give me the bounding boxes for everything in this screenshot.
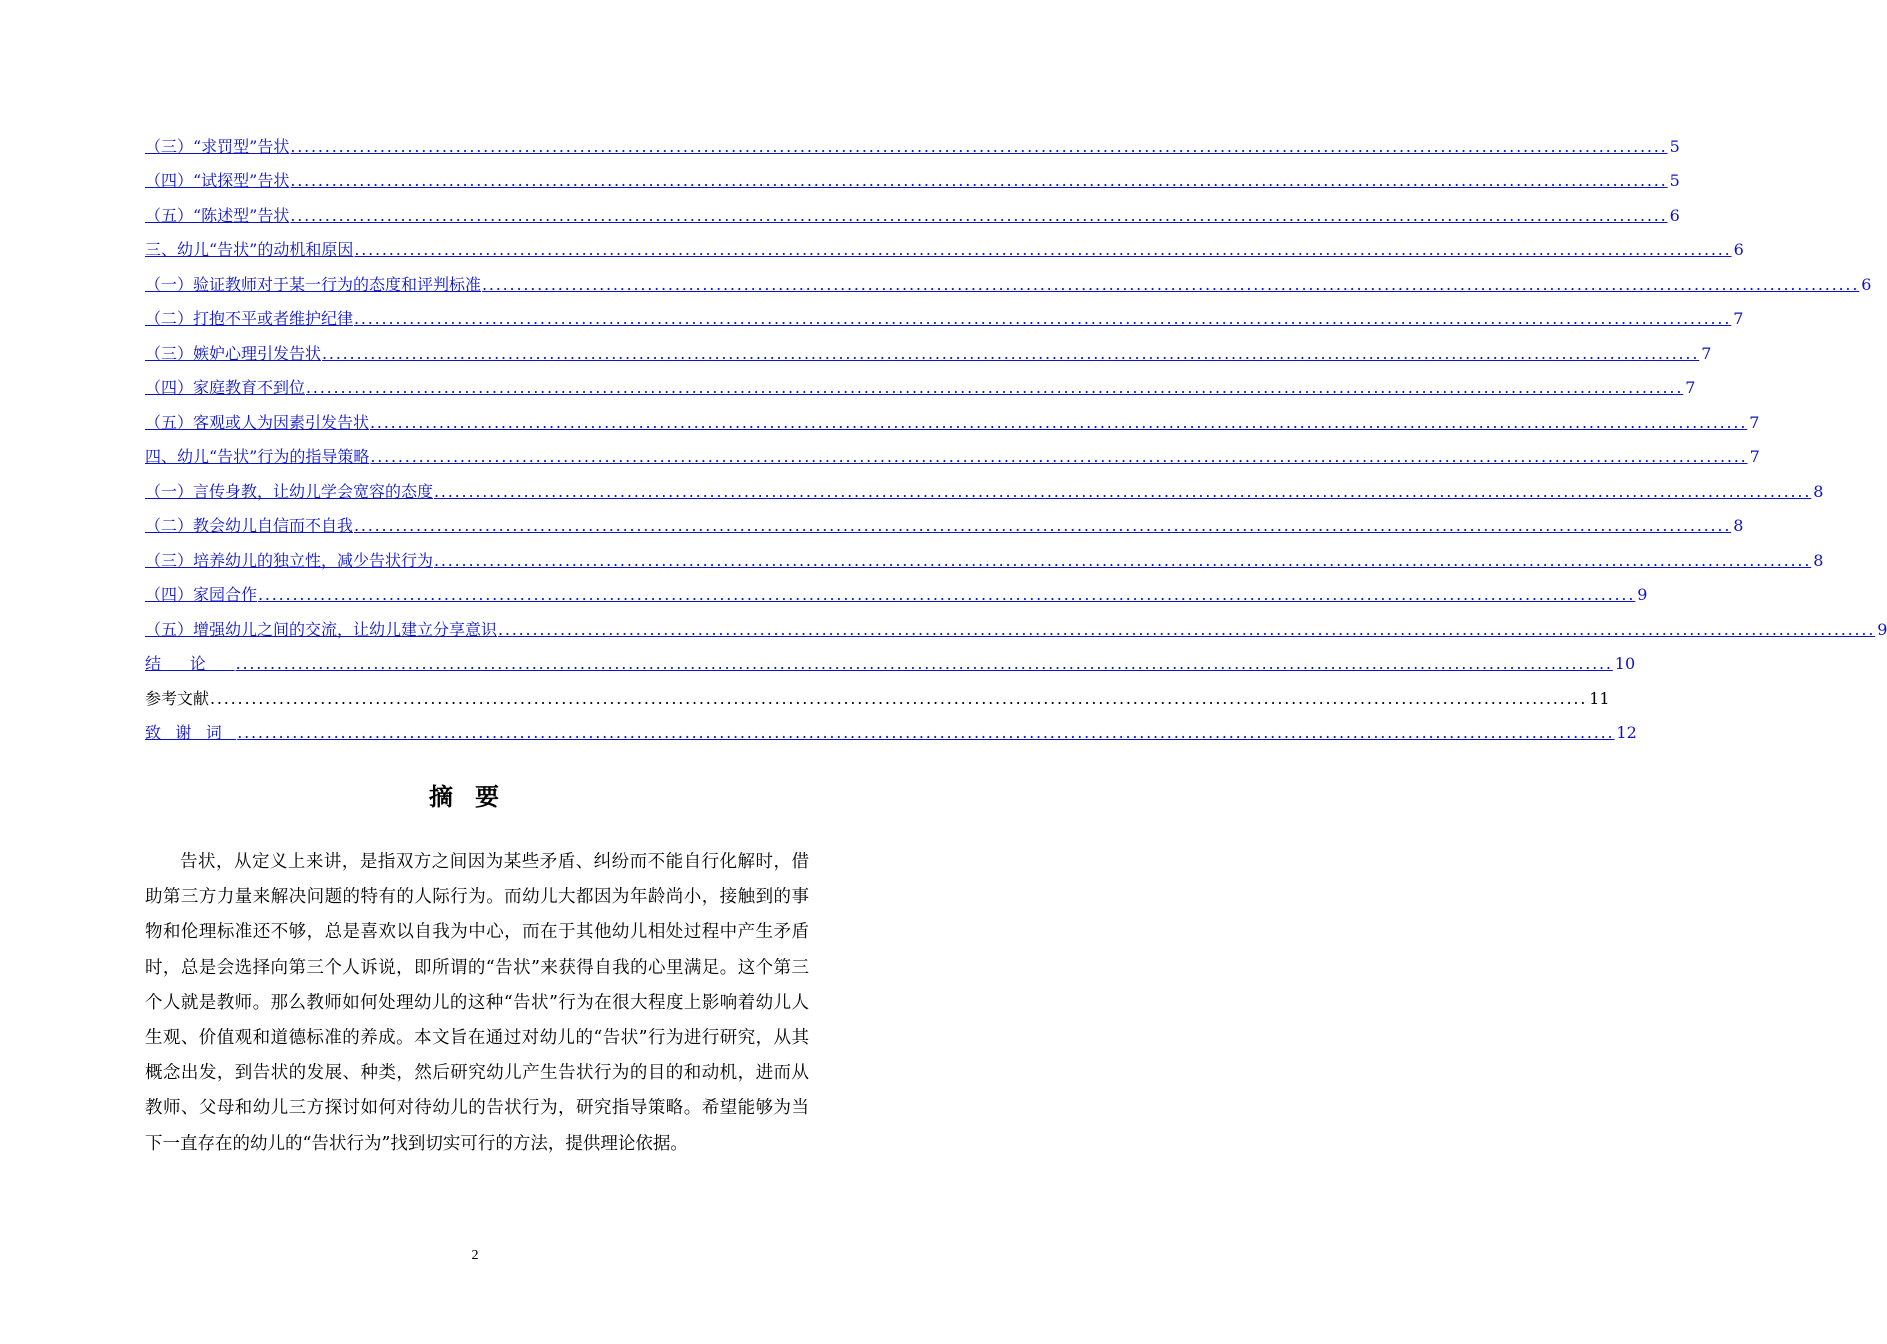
toc-entry[interactable] — [145, 122, 1680, 157]
toc-leader-dots: ........................................................................................................................................................................................................ — [235, 654, 1613, 673]
toc-entry-title: 四、幼儿“告状”行为的指导策略 — [145, 447, 370, 466]
toc-entry-title: 三、幼儿“告状”的动机和原因 — [145, 240, 354, 259]
toc-entry[interactable] — [145, 536, 1824, 571]
toc-entry[interactable] — [145, 226, 1744, 261]
toc-leader-dots: ........................................................................................................................................................................................................ — [210, 688, 1588, 708]
toc-entry-title: 参考文献 — [145, 688, 210, 708]
toc-leader-dots: ........................................................................................................................................................................................................ — [354, 240, 1732, 259]
toc-leader-dots: ........................................................................................................................................................................................................ — [434, 481, 1812, 501]
toc-entry-page: 9 — [1877, 619, 1887, 639]
toc-entry[interactable] — [145, 571, 1648, 606]
toc-entry-page: 7 — [1701, 343, 1712, 363]
toc-entry[interactable] — [145, 605, 1887, 640]
abstract-body: 告状，从定义上来讲，是指双方之间因为某些矛盾、纠纷而不能自行化解时，借助第三方力量来解决问题的特有的人际行为。而幼儿大都因为年龄尚小，接触到的事物和伦理标准还不够，总是喜欢以自我为中心，而在于其他幼儿相处过程中产生矛盾时，总是会选择向第三个人诉说，即所谓的“告状”来获得自我的心里满足。这个第三个人就是教师。那么教师如何处理幼儿的这种“告状”行为在很大程度上影响着幼儿人生观、价值观和道德标准的养成。本文旨在通过对幼儿的“告状”行为进行研究，从其概念出发，到告状的发展、种类，然后研究幼儿产生告状行为的目的和动机，进而从教师、父母和幼儿三方探讨如何对待幼儿的告状行为，研究指导策略。希望能够为当下一直存在的幼儿的“告状行为”找到切实可行的方法，提供理论依据。 — [145, 852, 809, 1154]
toc-entry-title: （四）“试探型”告状 — [145, 171, 290, 190]
toc-leader-dots: ........................................................................................................................................................................................................ — [434, 550, 1812, 570]
toc-leader-dots: ........................................................................................................................................................................................................ — [290, 171, 1668, 190]
toc-entry-title: （三）培养幼儿的独立性，减少告状行为 — [145, 550, 434, 570]
toc-entry-page: 6 — [1733, 240, 1744, 259]
toc-entry-page: 7 — [1749, 447, 1760, 466]
toc-entry-title: 结论 — [145, 654, 235, 673]
toc-entry-page: 6 — [1669, 205, 1680, 225]
toc-leader-dots: ........................................................................................................................................................................................................ — [498, 619, 1876, 639]
toc-entry[interactable] — [145, 398, 1760, 433]
toc-entry-page: 6 — [1861, 274, 1872, 294]
toc-entry-title: （五）“陈述型”告状 — [145, 205, 290, 225]
toc-entry-title: 致谢词 — [145, 723, 237, 742]
toc-entry[interactable] — [145, 191, 1680, 226]
toc-leader-dots: ........................................................................................................................................................................................................ — [354, 516, 1732, 535]
toc-entry-title: （一）言传身教，让幼儿学会宽容的态度 — [145, 481, 434, 501]
toc-entry-page: 11 — [1589, 688, 1610, 708]
toc-entry-page: 8 — [1733, 516, 1744, 535]
toc-entry-page: 12 — [1616, 723, 1637, 742]
abstract-heading: 摘要 — [429, 783, 521, 811]
toc-leader-dots: ........................................................................................................................................................................................................ — [354, 309, 1732, 328]
toc-entry-page: 8 — [1813, 481, 1824, 501]
toc-entry[interactable] — [145, 364, 1696, 399]
toc-entry-page: 8 — [1813, 550, 1824, 570]
toc-entry-title: （五）增强幼儿之间的交流，让幼儿建立分享意识 — [145, 619, 498, 639]
toc-entry[interactable] — [145, 329, 1712, 364]
toc-entry-page: 7 — [1685, 378, 1696, 397]
toc-entry[interactable] — [145, 260, 1872, 295]
toc-entry-title: （四）家庭教育不到位 — [145, 378, 306, 397]
page-number: 2 — [471, 1248, 479, 1263]
toc-entry-page: 9 — [1637, 585, 1648, 604]
table-of-contents — [145, 122, 1887, 743]
toc-leader-dots: ........................................................................................................................................................................................................ — [482, 274, 1860, 294]
toc-leader-dots: ........................................................................................................................................................................................................ — [370, 447, 1748, 466]
toc-entry-title: （二）教会幼儿自信而不自我 — [145, 516, 354, 535]
toc-leader-dots: ........................................................................................................................................................................................................ — [290, 205, 1668, 225]
toc-entry-title: （一）验证教师对于某一行为的态度和评判标准 — [145, 274, 482, 294]
toc-entry[interactable] — [145, 157, 1680, 192]
toc-entry-page: 10 — [1614, 654, 1636, 673]
toc-entry[interactable] — [145, 502, 1744, 537]
toc-leader-dots: ........................................................................................................................................................................................................ — [306, 378, 1684, 397]
toc-entry-title: （四）家园合作 — [145, 585, 258, 604]
toc-entry-title: （三）嫉妒心理引发告状 — [145, 343, 322, 363]
toc-entry-page: 7 — [1733, 309, 1744, 328]
toc-entry[interactable] — [145, 640, 1636, 675]
toc-entry — [145, 674, 1610, 709]
toc-leader-dots: ........................................................................................................................................................................................................ — [258, 585, 1636, 604]
toc-entry-page: 5 — [1669, 171, 1680, 190]
toc-entry[interactable] — [145, 709, 1637, 744]
toc-entry[interactable] — [145, 467, 1824, 502]
toc-leader-dots: ........................................................................................................................................................................................................ — [237, 723, 1615, 742]
toc-leader-dots: ........................................................................................................................................................................................................ — [370, 412, 1748, 432]
toc-entry-title: （五）客观或人为因素引发告状 — [145, 412, 370, 432]
toc-entry-page: 5 — [1669, 136, 1680, 156]
toc-entry[interactable] — [145, 295, 1744, 330]
toc-entry[interactable] — [145, 433, 1760, 468]
toc-entry-title: （二）打抱不平或者维护纪律 — [145, 309, 354, 328]
toc-leader-dots: ........................................................................................................................................................................................................ — [290, 136, 1668, 156]
toc-entry-title: （三）“求罚型”告状 — [145, 136, 290, 156]
toc-entry-page: 7 — [1749, 412, 1760, 432]
toc-leader-dots: ........................................................................................................................................................................................................ — [322, 343, 1700, 363]
